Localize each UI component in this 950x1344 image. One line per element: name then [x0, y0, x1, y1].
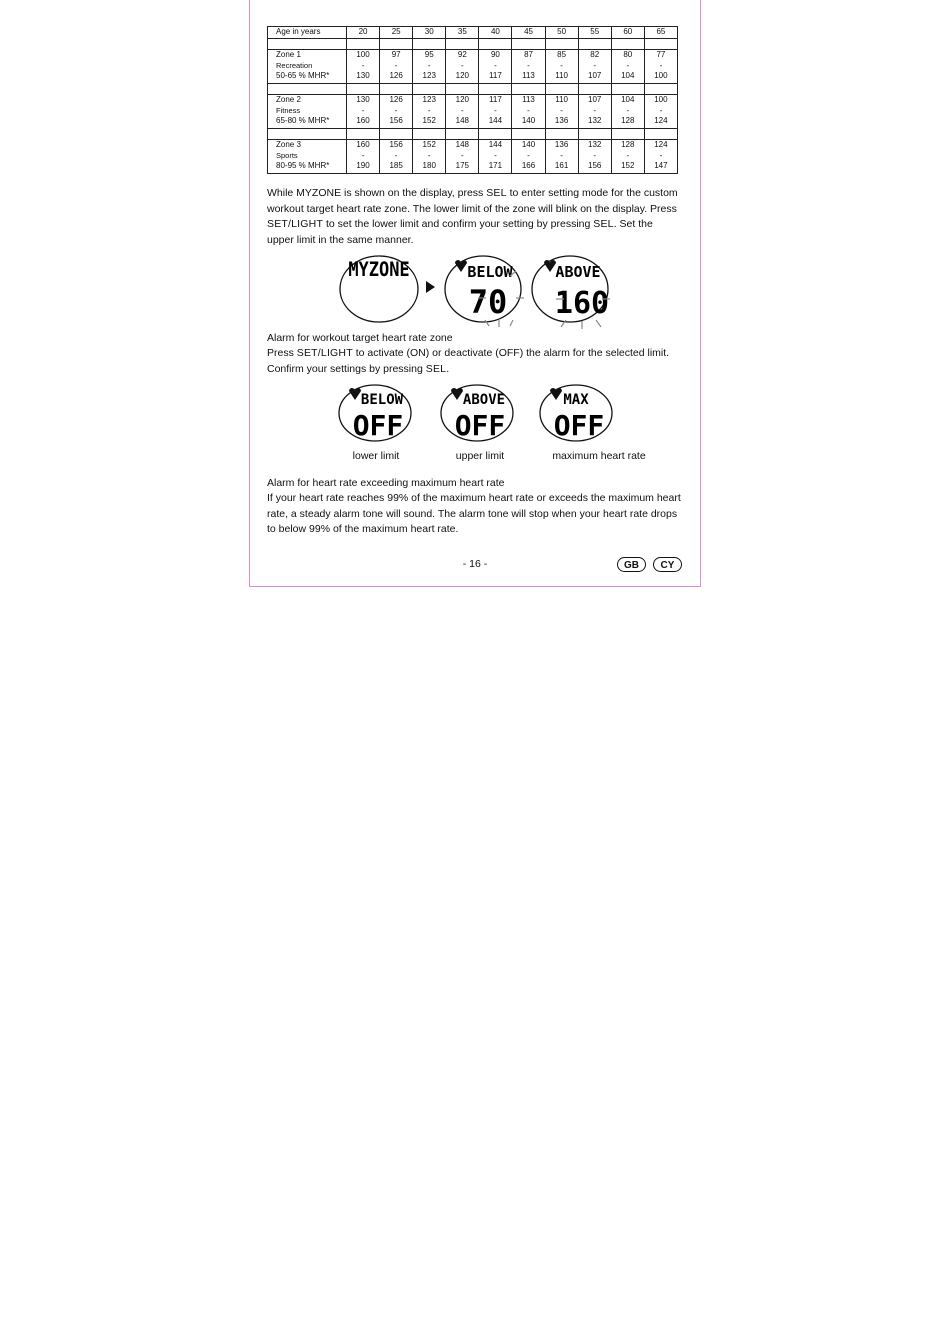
empty-cell — [380, 84, 413, 95]
table-spacer-row — [268, 39, 678, 50]
zone-range-cell — [644, 95, 677, 129]
zone-dash: - — [394, 150, 398, 160]
zone-high-value: 136 — [554, 116, 569, 125]
zone-dash: - — [593, 105, 597, 115]
zone-range-cell — [545, 140, 578, 174]
zone-dash: - — [427, 60, 431, 70]
zone-range-cell — [611, 95, 644, 129]
zone-range-cell — [413, 50, 446, 84]
zone-low-value: 85 — [557, 50, 567, 59]
empty-cell — [611, 39, 644, 50]
zone-low-value: 124 — [654, 140, 668, 149]
zone-low-value: 97 — [391, 50, 401, 59]
empty-cell — [545, 129, 578, 140]
zone-low-value: 117 — [489, 95, 502, 104]
empty-cell — [347, 39, 380, 50]
language-badge-cy: CY — [653, 557, 682, 572]
empty-cell — [413, 84, 446, 95]
zone-name: Zone 3 — [276, 140, 301, 149]
zone-low-value: 140 — [521, 140, 536, 149]
empty-cell — [644, 129, 677, 140]
lcd-value-text: OFF — [352, 409, 404, 442]
zone-dash: - — [659, 105, 663, 115]
empty-cell — [347, 84, 380, 95]
age-cell: 30 — [413, 27, 446, 39]
table-row — [268, 50, 678, 84]
age-cell: 20 — [347, 27, 380, 39]
zone-low-value: 90 — [490, 50, 500, 59]
zone-range-cell — [545, 50, 578, 84]
zone-low-value: 87 — [524, 50, 533, 59]
zone-high-value: 152 — [422, 116, 436, 125]
zone-dash: - — [361, 60, 365, 70]
zone-high-value: 120 — [455, 71, 469, 80]
lcd-top-text: BELOW — [360, 392, 404, 408]
empty-cell — [446, 84, 479, 95]
lcd-above-display — [530, 254, 614, 330]
zone-alarm-paragraph: Press SET/LIGHT to activate (ON) or deactivate (OFF) the alarm for the selected limit. Confirm your settings by pressing SEL. — [267, 347, 670, 375]
lcd-top-text: ABOVE — [462, 392, 506, 408]
zone-high-value: 144 — [488, 116, 503, 125]
zone-high-value: 130 — [356, 71, 370, 80]
zone-high-value: 104 — [621, 71, 635, 80]
age-cell: 25 — [380, 27, 413, 39]
zone-low-value: 160 — [356, 140, 370, 149]
age-cell: 60 — [611, 27, 644, 39]
zone-dash: - — [460, 60, 464, 70]
lcd-value-text: 70 — [468, 283, 508, 321]
zone-type: Recreation — [276, 60, 313, 70]
zone-high-value: 152 — [621, 161, 635, 170]
zone-low-value: 104 — [621, 95, 635, 104]
age-cell: 50 — [545, 27, 578, 39]
lcd-max-off-display — [538, 383, 614, 445]
zone-label-cell — [268, 95, 347, 129]
empty-cell — [644, 39, 677, 50]
table-spacer-row — [268, 129, 678, 140]
zone-high-value: 113 — [522, 71, 535, 80]
lcd-above-off-display — [439, 383, 515, 445]
zone-high-value: 140 — [521, 116, 536, 125]
zone-dash: - — [494, 60, 497, 70]
zone-range-cell — [446, 95, 479, 129]
zone-dash: - — [659, 150, 663, 160]
zone-dash: - — [394, 105, 398, 115]
zone-range-cell — [479, 95, 512, 129]
zone-range-cell — [578, 140, 611, 174]
zone-high-value: 147 — [654, 161, 668, 170]
empty-cell — [268, 129, 347, 140]
zone-range-cell — [578, 50, 611, 84]
empty-cell — [611, 84, 644, 95]
lcd-top-text: ABOVE — [555, 263, 601, 281]
zone-low-value: 120 — [455, 95, 469, 104]
zone-dash: - — [527, 150, 530, 160]
empty-cell — [446, 129, 479, 140]
empty-cell — [413, 129, 446, 140]
zone-range: 50-65 % MHR* — [276, 71, 330, 80]
zone-dash: - — [527, 60, 530, 70]
caption-maximum-heart-rate: maximum heart rate — [552, 450, 646, 462]
zone-low-value: 80 — [623, 50, 633, 59]
age-cell: 35 — [446, 27, 479, 39]
zone-high-value: 166 — [521, 161, 536, 170]
zone-low-value: 100 — [654, 95, 668, 104]
lcd-value-text: OFF — [454, 409, 506, 442]
zone-low-value: 136 — [554, 140, 569, 149]
table-row — [268, 140, 678, 174]
zone-range-cell — [611, 140, 644, 174]
zone-type: Fitness — [276, 105, 301, 115]
zone-high-value: 123 — [422, 71, 436, 80]
zone-low-value: 130 — [356, 95, 370, 104]
empty-cell — [446, 39, 479, 50]
zone-range-cell — [611, 50, 644, 84]
lcd-value-text: OFF — [553, 409, 605, 442]
zone-high-value: 132 — [588, 116, 602, 125]
zone-label-cell — [268, 50, 347, 84]
lcd-top-text: MAX — [563, 392, 589, 408]
zone-high-value: 117 — [489, 71, 502, 80]
zone-dash: - — [626, 150, 630, 160]
zone-high-value: 128 — [621, 116, 635, 125]
zone-range-cell — [413, 95, 446, 129]
zone-dash: - — [560, 60, 563, 70]
empty-cell — [578, 39, 611, 50]
empty-cell — [578, 84, 611, 95]
intro-paragraph: While MYZONE is shown on the display, press SEL to enter setting mode for the custom workout target heart rate zone. The lower limit of the zone will blink on the display. Press SET/LIGHT to set the lower limit and confirm your setting by pressing SEL. Set the upper limit in the same manner. — [267, 187, 678, 246]
zone-range-cell — [347, 140, 380, 174]
heart-rate-zone-table — [267, 26, 678, 174]
zone-dash: - — [460, 105, 464, 115]
zone-dash: - — [626, 105, 630, 115]
zone-range: 65-80 % MHR* — [276, 116, 330, 125]
zone-high-value: 171 — [488, 161, 503, 170]
zone-low-value: 156 — [389, 140, 403, 149]
zone-high-value: 107 — [588, 71, 602, 80]
empty-cell — [268, 84, 347, 95]
zone-high-value: 126 — [389, 71, 403, 80]
zone-range-cell — [479, 50, 512, 84]
zone-high-value: 110 — [555, 71, 568, 80]
zone-label-cell — [268, 140, 347, 174]
zone-dash: - — [560, 105, 563, 115]
zone-range: 80-95 % MHR* — [276, 161, 330, 170]
table-header-row — [268, 27, 678, 39]
empty-cell — [611, 129, 644, 140]
caption-lower-limit: lower limit — [352, 450, 400, 462]
zone-type: Sports — [276, 150, 298, 160]
zone-range-cell — [347, 50, 380, 84]
zone-high-value: 148 — [455, 116, 469, 125]
zone-range-cell — [512, 140, 545, 174]
zone-range-cell — [578, 95, 611, 129]
zone-dash: - — [494, 150, 497, 160]
zone-high-value: 160 — [356, 116, 370, 125]
zone-high-value: 190 — [356, 161, 370, 170]
age-cell: 65 — [644, 27, 677, 39]
caption-upper-limit: upper limit — [455, 450, 505, 462]
empty-cell — [512, 39, 545, 50]
zone-dash: - — [593, 60, 597, 70]
zone-name: Zone 2 — [276, 95, 301, 104]
lcd-myzone-display — [338, 254, 420, 324]
lcd-value-text: 160 — [554, 286, 610, 321]
zone-high-value: 161 — [554, 161, 569, 170]
zone-range-cell — [347, 95, 380, 129]
zone-dash: - — [626, 60, 630, 70]
zone-dash: - — [460, 150, 464, 160]
empty-cell — [644, 84, 677, 95]
age-cell: 40 — [479, 27, 512, 39]
zone-range-cell — [479, 140, 512, 174]
zone-low-value: 126 — [389, 95, 403, 104]
zone-high-value: 156 — [588, 161, 602, 170]
lcd-top-text: MYZONE — [348, 258, 410, 282]
zone-range-cell — [545, 95, 578, 129]
arrow-right-icon — [424, 280, 436, 294]
zone-low-value: 92 — [457, 50, 467, 59]
zone-range-cell — [512, 95, 545, 129]
empty-cell — [512, 129, 545, 140]
zone-range-cell — [512, 50, 545, 84]
language-badge-gb: GB — [617, 557, 646, 572]
zone-dash: - — [659, 60, 663, 70]
section-heading-zone-alarm: Alarm for workout target heart rate zone — [267, 332, 453, 344]
zone-range-cell — [644, 140, 677, 174]
zone-high-value: 175 — [455, 161, 469, 170]
zone-high-value: 185 — [389, 161, 403, 170]
zone-range-cell — [380, 50, 413, 84]
zone-low-value: 82 — [590, 50, 600, 59]
zone-low-value: 95 — [424, 50, 434, 59]
zone-low-value: 113 — [522, 95, 535, 104]
zone-low-value: 152 — [422, 140, 436, 149]
zone-high-value: 156 — [389, 116, 403, 125]
empty-cell — [413, 39, 446, 50]
empty-cell — [512, 84, 545, 95]
zone-high-value: 100 — [654, 71, 668, 80]
zone-dash: - — [427, 105, 431, 115]
zone-range-cell — [446, 140, 479, 174]
lcd-top-text: BELOW — [467, 263, 513, 281]
table-spacer-row — [268, 84, 678, 95]
empty-cell — [479, 39, 512, 50]
zone-low-value: 123 — [422, 95, 436, 104]
empty-cell — [479, 129, 512, 140]
zone-name: Zone 1 — [276, 50, 301, 59]
max-alarm-paragraph: If your heart rate reaches 99% of the maximum heart rate or exceeds the maximum heart rate, a steady alarm tone will sound. The alarm tone will stop when your heart rate drops to below 99% of the maximum heart rate. — [267, 492, 681, 535]
zone-dash: - — [394, 60, 398, 70]
table-row — [268, 95, 678, 129]
page-number: - 16 - — [462, 558, 488, 570]
empty-cell — [578, 129, 611, 140]
zone-dash: - — [361, 105, 365, 115]
zone-low-value: 128 — [621, 140, 635, 149]
empty-cell — [380, 39, 413, 50]
zone-low-value: 132 — [588, 140, 602, 149]
zone-dash: - — [427, 150, 431, 160]
zone-high-value: 180 — [422, 161, 436, 170]
zone-low-value: 100 — [356, 50, 370, 59]
lcd-below-off-display — [337, 383, 413, 445]
zone-dash: - — [593, 150, 597, 160]
empty-cell — [479, 84, 512, 95]
zone-range-cell — [380, 140, 413, 174]
empty-cell — [347, 129, 380, 140]
zone-low-value: 77 — [656, 50, 666, 59]
zone-low-value: 110 — [555, 95, 568, 104]
zone-low-value: 107 — [588, 95, 602, 104]
zone-high-value: 124 — [654, 116, 668, 125]
zone-range-cell — [446, 50, 479, 84]
zone-low-value: 144 — [488, 140, 503, 149]
age-label-cell: Age in years — [268, 27, 347, 39]
empty-cell — [545, 39, 578, 50]
empty-cell — [545, 84, 578, 95]
empty-cell — [268, 39, 347, 50]
zone-low-value: 148 — [455, 140, 469, 149]
age-cell: 55 — [578, 27, 611, 39]
zone-dash: - — [361, 150, 365, 160]
zone-range-cell — [644, 50, 677, 84]
zone-dash: - — [560, 150, 563, 160]
empty-cell — [380, 129, 413, 140]
lcd-below-display — [440, 254, 524, 328]
zone-dash: - — [494, 105, 497, 115]
age-cell: 45 — [512, 27, 545, 39]
section-heading-max-alarm: Alarm for heart rate exceeding maximum heart rate — [267, 477, 505, 489]
zone-range-cell — [380, 95, 413, 129]
zone-range-cell — [413, 140, 446, 174]
zone-dash: - — [527, 105, 530, 115]
